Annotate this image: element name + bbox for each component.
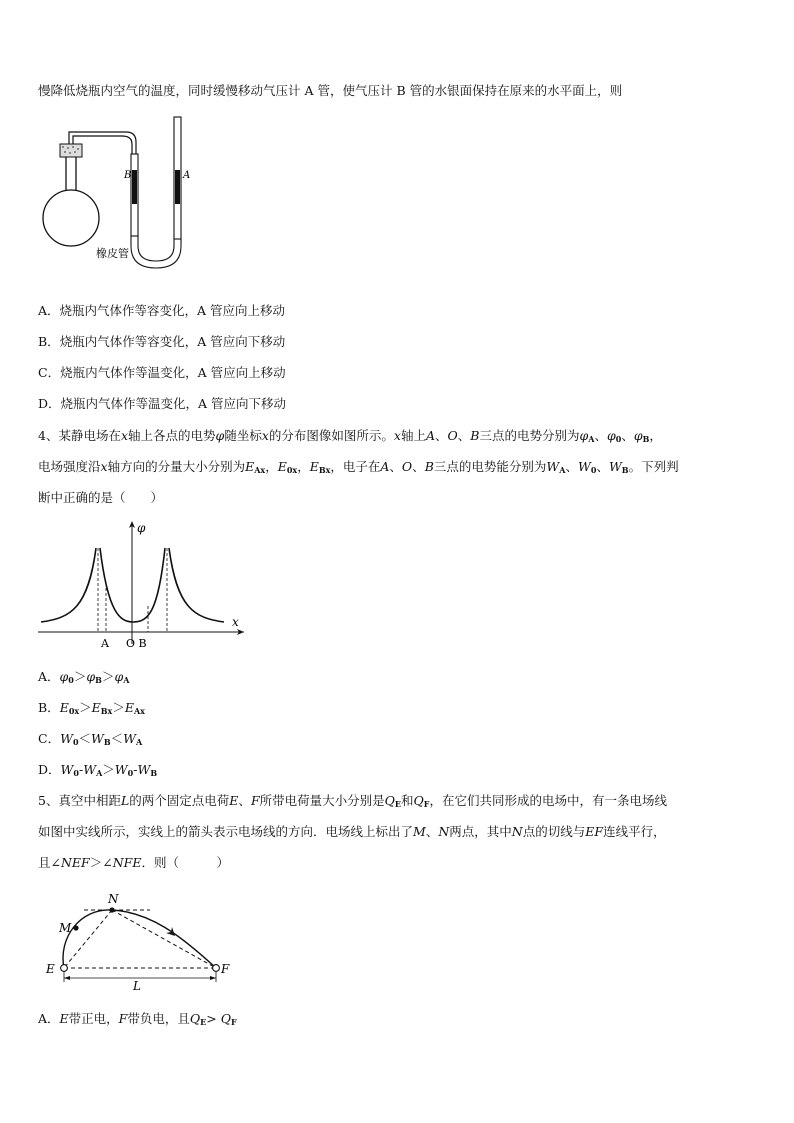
subscript: A: [136, 737, 143, 747]
text: 带正电，: [68, 1011, 119, 1026]
q4-option-a[interactable]: [38, 669, 129, 688]
text: 三点的电势能分别为: [433, 459, 547, 474]
subscript: A: [123, 675, 130, 685]
var: E: [91, 700, 101, 715]
q4-number: 4、: [38, 428, 59, 443]
var: O: [401, 459, 413, 474]
var: φ: [633, 428, 643, 443]
text: ，电子在: [330, 459, 381, 474]
operator: ＜: [110, 731, 124, 746]
var: E: [229, 793, 239, 808]
text: 、: [425, 824, 439, 839]
var: W: [83, 762, 97, 777]
text: 点的切线与: [522, 824, 586, 839]
operator: ＞: [79, 700, 92, 715]
option-letter: B．: [38, 334, 60, 349]
subscript: A: [559, 465, 566, 475]
q3-option-a[interactable]: [38, 303, 285, 319]
subscript: 0x: [68, 706, 80, 716]
var: W: [60, 731, 73, 746]
var: W: [546, 459, 560, 474]
q3-option-b[interactable]: [38, 334, 285, 350]
text: 、: [238, 793, 251, 808]
subscript: E: [394, 799, 401, 809]
text: 两点，其中: [449, 824, 512, 839]
option-letter: C．: [38, 365, 61, 380]
option-letter: D．: [38, 396, 61, 411]
operator: -: [133, 762, 138, 777]
text: 、: [412, 459, 425, 474]
tick-label-o-b: O B: [126, 637, 147, 650]
subscript: 0: [590, 465, 597, 475]
subscript: F: [423, 799, 430, 809]
potential-curve-right: [169, 548, 224, 622]
text: 随坐标: [224, 428, 262, 443]
var: B: [424, 459, 434, 474]
text: 、: [565, 459, 578, 474]
text: 真空中相距: [58, 793, 121, 808]
subscript: A: [588, 434, 595, 444]
var: E: [59, 700, 69, 715]
var: x: [120, 428, 129, 443]
segment-ne: [64, 910, 112, 968]
field-line: [63, 910, 216, 968]
option-letter: A．: [38, 1011, 60, 1026]
option-text: 烧瓶内气体作等温变化，A 管应向上移动: [60, 365, 286, 380]
subscript: 0: [127, 768, 134, 778]
var: A: [425, 428, 436, 443]
tube-b-mercury: [132, 170, 137, 204]
subscript: F: [230, 1017, 237, 1027]
point-n: [109, 907, 114, 912]
flask-bulb: [43, 190, 99, 246]
var: x: [100, 459, 108, 474]
operator: >: [206, 1011, 221, 1026]
subscript: B: [621, 465, 629, 475]
text: 、: [621, 428, 634, 443]
text: 连线平行，: [603, 824, 666, 839]
q4-stem-line-2: [38, 459, 679, 478]
var: EF: [585, 824, 604, 839]
var: Q: [384, 793, 395, 808]
operator: ＞: [102, 762, 115, 777]
label-m: M: [59, 921, 72, 935]
operator: ＞: [101, 669, 115, 684]
q5-number: 5、: [38, 793, 59, 808]
var: W: [137, 762, 151, 777]
text: 、: [596, 459, 609, 474]
subscript: 0: [615, 434, 622, 444]
charge-e: [61, 965, 68, 972]
option-letter: A．: [38, 303, 60, 318]
text: 的分布图像如图所示。: [268, 428, 394, 443]
flask-stopper: [60, 144, 82, 157]
text: ，: [297, 459, 310, 474]
subscript: 0: [72, 737, 79, 747]
var: Q: [413, 793, 424, 808]
axis-label-phi: φ: [137, 521, 146, 535]
q4-potential-graph: [36, 518, 251, 653]
q3-option-d[interactable]: [38, 396, 286, 412]
subscript: B: [642, 434, 650, 444]
var: M: [413, 824, 426, 839]
option-text: 烧瓶内气体作等容变化，A 管应向上移动: [59, 303, 286, 318]
var: E: [277, 459, 287, 474]
var: W: [60, 762, 74, 777]
text: 带负电，且: [127, 1011, 190, 1026]
subscript: Bx: [100, 706, 113, 716]
var: φ: [579, 428, 589, 443]
var: NEF: [60, 855, 90, 870]
var: E: [309, 459, 319, 474]
text: 且∠: [38, 855, 61, 870]
var: φ: [215, 428, 225, 443]
var: φ: [59, 669, 69, 684]
var: N: [438, 824, 450, 839]
var: NFE: [112, 855, 142, 870]
option-letter: D．: [38, 762, 61, 777]
text: 所带电荷量大小分别是: [259, 793, 385, 808]
q5-stem-line-1: [38, 793, 667, 812]
var: W: [91, 731, 104, 746]
label-f: F: [221, 962, 230, 976]
var: φ: [114, 669, 124, 684]
operator: -: [78, 762, 84, 777]
text: 轴上: [400, 428, 426, 443]
charge-f: [213, 965, 220, 972]
q3-manometer-figure: [38, 112, 198, 272]
text: ．则（ ）: [141, 855, 229, 870]
text: 轴上各点的电势: [128, 428, 216, 443]
text: 电场强度沿: [38, 459, 101, 474]
option-text: 烧瓶内气体作等容变化，A 管应向下移动: [59, 334, 286, 349]
tube-a-mercury: [175, 170, 180, 204]
var: E: [245, 459, 255, 474]
potential-curve-left: [41, 548, 96, 622]
text: 、: [435, 428, 448, 443]
text: 轴方向的分量大小分别为: [107, 459, 246, 474]
var: F: [250, 793, 260, 808]
option-text: 烧瓶内气体作等温变化，A 管应向下移动: [60, 396, 287, 411]
subscript: B: [95, 675, 102, 685]
subscript: 0: [73, 768, 79, 778]
axis-label-x: x: [232, 615, 239, 629]
var: x: [393, 428, 401, 443]
subscript: B: [150, 768, 158, 778]
text: 、: [457, 428, 471, 443]
flask-neck: [66, 156, 76, 191]
q4-option-c[interactable]: [38, 731, 142, 750]
var: B: [470, 428, 480, 443]
option-letter: B．: [38, 700, 60, 715]
q3-stem: 慢降低烧瓶内空气的温度，同时缓慢移动气压计 A 管，使气压计 B 管的水银面保持在原来的水平面上，则: [38, 83, 623, 98]
var: A: [380, 459, 390, 474]
var: W: [123, 731, 137, 746]
text: 、: [389, 459, 402, 474]
var: x: [261, 428, 269, 443]
subscript: Ax: [254, 465, 266, 475]
var: φ: [86, 669, 96, 684]
operator: ＞: [73, 669, 87, 684]
option-letter: C．: [38, 731, 61, 746]
text: 。下列判: [628, 459, 679, 474]
text: 和: [401, 793, 414, 808]
var: E: [59, 1011, 69, 1026]
subscript: Bx: [318, 465, 331, 475]
var: φ: [607, 428, 616, 443]
var: Q: [189, 1011, 201, 1026]
label-n: N: [108, 892, 119, 906]
label-rubber-tube: 橡皮管: [96, 247, 129, 260]
var: W: [114, 762, 128, 777]
q4-option-d[interactable]: [38, 762, 157, 781]
label-e: E: [46, 962, 55, 976]
rubber-tube: [131, 236, 181, 268]
var: O: [447, 428, 458, 443]
q5-stem-line-2: [38, 824, 666, 840]
text: 某静电场在: [58, 428, 121, 443]
option-letter: A．: [38, 669, 60, 684]
q4-option-b[interactable]: [38, 700, 145, 719]
var: L: [120, 793, 130, 808]
operator: ＞: [112, 700, 125, 715]
text: ，: [649, 428, 662, 443]
label-a: A: [183, 170, 191, 181]
label-l: L: [133, 979, 141, 992]
subscript: A: [96, 768, 103, 778]
label-b: B: [124, 170, 132, 181]
subscript: Ax: [133, 706, 145, 716]
var: W: [608, 459, 622, 474]
subscript: B: [103, 737, 111, 747]
segment-nf: [112, 910, 216, 968]
var: F: [118, 1011, 128, 1026]
text: 、: [594, 428, 607, 443]
q3-option-c[interactable]: [38, 365, 286, 381]
var: Q: [220, 1011, 231, 1026]
var: N: [511, 824, 523, 839]
text: ，在它们共同形成的电场中，有一条电场线: [429, 793, 667, 808]
operator: ＜: [78, 731, 92, 746]
q5-stem-line-3: [38, 855, 229, 871]
text: ，: [265, 459, 278, 474]
q4-stem-line-3: 断中正确的是（ ）: [38, 490, 164, 505]
point-m: [73, 925, 78, 930]
q5-field-line-figure: [40, 890, 240, 992]
tick-label-a: A: [101, 637, 109, 650]
q5-option-a[interactable]: [38, 1011, 237, 1030]
subscript: E: [200, 1017, 207, 1027]
var: E: [124, 700, 134, 715]
subscript: 0x: [286, 465, 298, 475]
q4-stem-line-1: [38, 428, 662, 447]
text: 如图中实线所示，实线上的箭头表示电场线的方向．电场线上标出了: [38, 824, 414, 839]
text: 的两个固定点电荷: [129, 793, 230, 808]
var: W: [577, 459, 591, 474]
text: 三点的电势分别为: [479, 428, 580, 443]
subscript: 0: [68, 675, 74, 685]
connecting-tube: [69, 132, 126, 144]
text: ＞∠: [89, 855, 113, 870]
